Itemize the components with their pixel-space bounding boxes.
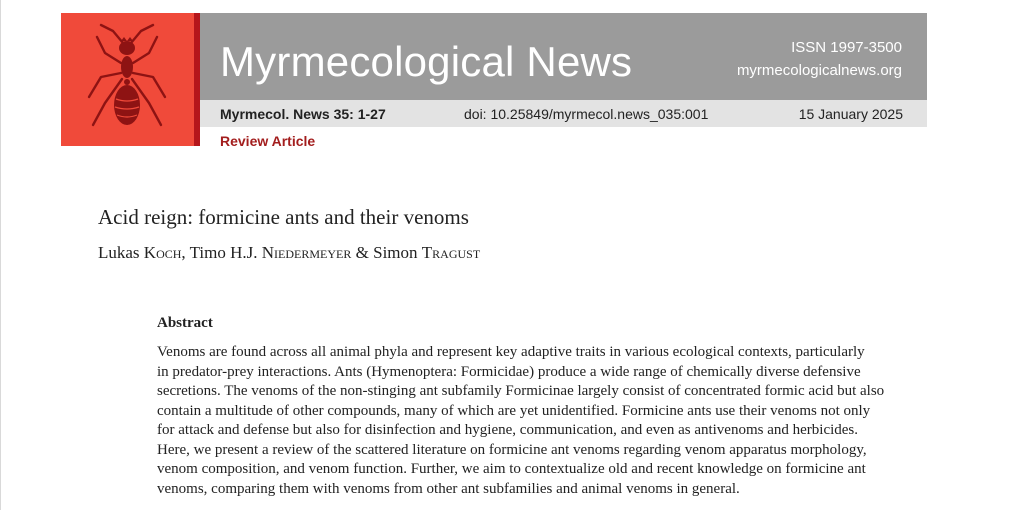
abstract-line: Venoms are found across all animal phyla and represent key adaptive traits in various ecological contexts, particularly	[157, 344, 865, 360]
author-first-name: Simon	[373, 243, 422, 262]
journal-website-link[interactable]: myrmecologicalnews.org	[736, 62, 902, 79]
paper-title: Acid reign: formicine ants and their venoms	[98, 205, 469, 229]
author-last-name: Niedermeyer	[261, 243, 352, 262]
abstract-text	[157, 343, 932, 499]
author-list	[98, 243, 480, 263]
journal-title[interactable]: Myrmecological News	[220, 38, 633, 85]
abstract-line: for attack and defense but also for disinfection and hygiene, communication, and even as antivenoms and herbicides.	[157, 422, 859, 438]
author-first-name: Timo H.J.	[189, 243, 262, 262]
journal-logo[interactable]	[61, 13, 194, 146]
doi-link[interactable]: doi: 10.25849/myrmecol.news_035:001	[464, 106, 709, 122]
abstract-line: contain a multitude of other compounds, many of which are yet unidentified. Formicine ants use their venoms not only	[157, 402, 871, 419]
author-separator: &	[351, 243, 374, 262]
author-separator: ,	[181, 243, 190, 262]
author-first-name: Lukas	[98, 243, 144, 262]
citation-bar	[200, 100, 927, 127]
publication-date: 15 January 2025	[798, 106, 903, 122]
abstract-line: venoms, comparing them with venoms from other ant subfamilies and animal venoms in general.	[157, 480, 740, 497]
issn: ISSN 1997-3500	[791, 39, 902, 56]
ant-icon	[61, 13, 194, 146]
abstract-line: Here, we present a review of the scattered literature on formicine ant venoms regarding venom apparatus morphology,	[157, 441, 867, 458]
citation: Myrmecol. News 35: 1-27	[220, 106, 386, 122]
abstract-line: venom composition, and venom function. Further, we aim to contextualize old and recent knowledge on formicine ant	[157, 461, 866, 477]
abstract-line: in predator-prey interactions. Ants (Hymenoptera: Formicidae) produce a wide range of chemically diverse defensive	[157, 363, 861, 380]
journal-banner	[200, 13, 927, 100]
page-edge	[0, 0, 1, 510]
abstract-line: secretions. The venoms of the non-stinging ant subfamily Formicinae largely consist of concentrated formic acid but also	[157, 383, 885, 399]
author-last-name: Tragust	[421, 243, 481, 262]
article-type: Review Article	[220, 133, 316, 149]
author-last-name: Koch	[143, 243, 182, 262]
abstract-heading: Abstract	[157, 315, 213, 331]
